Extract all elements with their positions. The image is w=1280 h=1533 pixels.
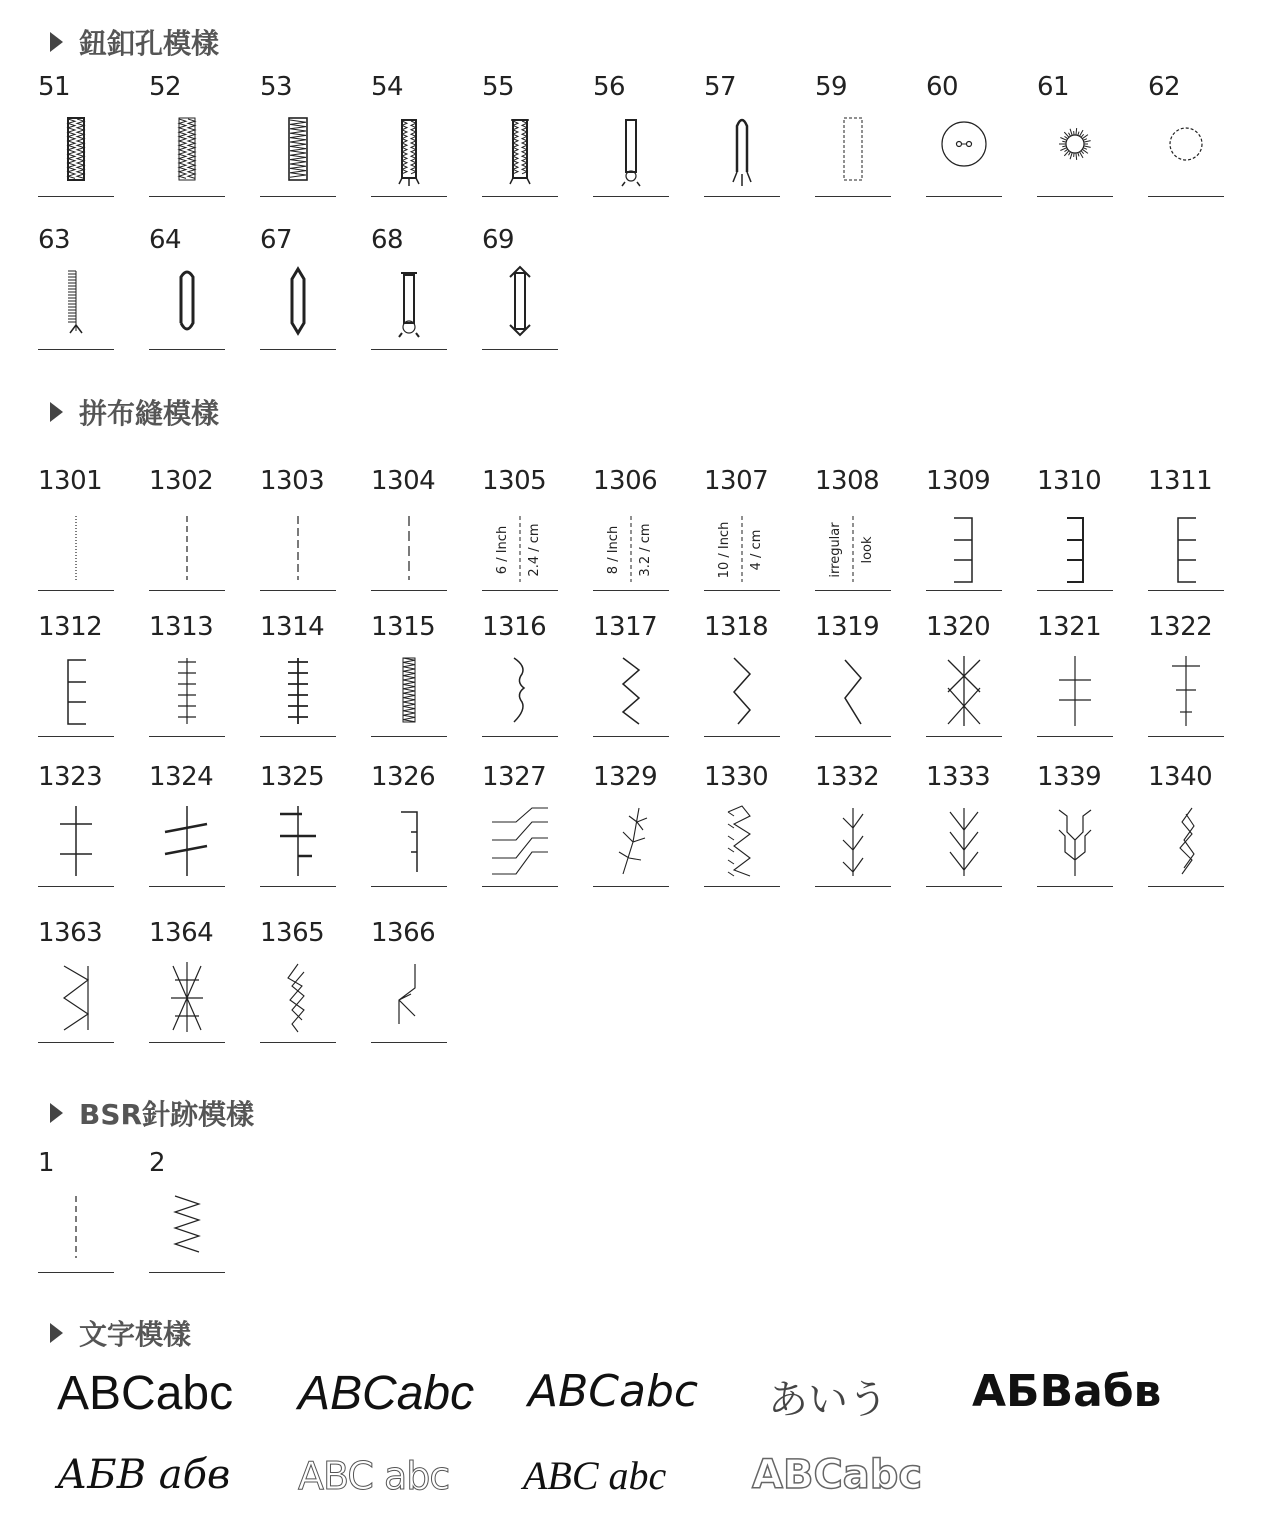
alphabet-outline-bold: ABCabc <box>752 1452 923 1498</box>
divider-rule <box>482 590 558 591</box>
pattern-number: 1302 <box>149 466 214 496</box>
stitch-icon <box>1037 802 1113 882</box>
stitch-icon <box>38 652 114 732</box>
pattern-number: 1311 <box>1148 466 1213 496</box>
divider-rule <box>371 590 447 591</box>
triangle-bullet-icon <box>50 32 63 52</box>
pattern-number: 60 <box>926 72 959 102</box>
divider-rule <box>260 736 336 737</box>
stitch-icon <box>704 510 780 590</box>
stitch-icon <box>704 112 780 190</box>
stitch-icon <box>593 510 669 590</box>
stitch-icon <box>260 510 336 590</box>
divider-rule <box>371 886 447 887</box>
triangle-bullet-icon <box>50 1103 63 1123</box>
pattern-number: 1325 <box>260 762 325 792</box>
pattern-number: 1 <box>38 1148 55 1178</box>
pattern-number: 57 <box>704 72 737 102</box>
pattern-number: 1333 <box>926 762 991 792</box>
pattern-number: 2 <box>149 1148 166 1178</box>
stitch-icon <box>38 112 114 190</box>
stitch-icon <box>815 510 891 590</box>
pattern-number: 1332 <box>815 762 880 792</box>
divider-rule <box>704 196 780 197</box>
pattern-number: 1327 <box>482 762 547 792</box>
pattern-number: 1305 <box>482 466 547 496</box>
divider-rule <box>482 886 558 887</box>
pattern-number: 63 <box>38 225 71 255</box>
pattern-number: 1364 <box>149 918 214 948</box>
pattern-number: 1315 <box>371 612 436 642</box>
divider-rule <box>38 1042 114 1043</box>
svg-text:8 / Inch: 8 / Inch <box>606 525 621 575</box>
stitch-icon <box>593 802 669 882</box>
pattern-number: 62 <box>1148 72 1181 102</box>
stitch-icon <box>38 802 114 882</box>
pattern-number: 59 <box>815 72 848 102</box>
alphabet-outline-thin: ABC abc <box>298 1454 450 1498</box>
divider-rule <box>371 1042 447 1043</box>
divider-rule <box>815 590 891 591</box>
stitch-icon <box>149 652 225 732</box>
divider-rule <box>815 886 891 887</box>
divider-rule <box>149 1042 225 1043</box>
divider-rule <box>815 196 891 197</box>
pattern-number: 67 <box>260 225 293 255</box>
pattern-number: 1340 <box>1148 762 1213 792</box>
stitch-icon <box>482 652 558 732</box>
section-title-buttonhole: 鈕釦孔模樣 <box>50 22 219 62</box>
divider-rule <box>1148 736 1224 737</box>
stitch-icon <box>149 112 225 190</box>
divider-rule <box>1037 736 1113 737</box>
pattern-number: 61 <box>1037 72 1070 102</box>
divider-rule <box>260 886 336 887</box>
divider-rule <box>593 590 669 591</box>
stitch-icon <box>38 265 114 343</box>
svg-text:4 / cm: 4 / cm <box>749 529 764 571</box>
stitch-icon <box>593 652 669 732</box>
stitch-icon <box>149 265 225 343</box>
triangle-bullet-icon <box>50 402 63 422</box>
pattern-number: 52 <box>149 72 182 102</box>
divider-rule <box>260 1042 336 1043</box>
divider-rule <box>149 1272 225 1273</box>
stitch-icon <box>38 958 114 1038</box>
stitch-icon <box>260 958 336 1038</box>
stitch-icon <box>815 112 891 190</box>
stitch-icon <box>260 802 336 882</box>
svg-text:6 / Inch: 6 / Inch <box>495 525 510 575</box>
pattern-number: 1324 <box>149 762 214 792</box>
stitch-icon <box>149 958 225 1038</box>
pattern-number: 1326 <box>371 762 436 792</box>
stitch-icon <box>482 112 558 190</box>
divider-rule <box>38 736 114 737</box>
divider-rule <box>704 886 780 887</box>
svg-text:look: look <box>860 536 875 564</box>
pattern-number: 56 <box>593 72 626 102</box>
divider-rule <box>260 196 336 197</box>
divider-rule <box>149 736 225 737</box>
divider-rule <box>926 736 1002 737</box>
pattern-number: 69 <box>482 225 515 255</box>
divider-rule <box>704 736 780 737</box>
divider-rule <box>815 736 891 737</box>
stitch-icon <box>149 802 225 882</box>
stitch-icon <box>149 1188 225 1268</box>
alphabet-rounded: ABCabc <box>528 1366 699 1417</box>
alphabet-hiragana: あいう <box>768 1377 888 1423</box>
divider-rule <box>593 196 669 197</box>
stitch-icon <box>371 112 447 190</box>
triangle-bullet-icon <box>50 1323 63 1343</box>
pattern-number: 1307 <box>704 466 769 496</box>
pattern-number: 1318 <box>704 612 769 642</box>
pattern-number: 1363 <box>38 918 103 948</box>
stitch-icon <box>704 802 780 882</box>
pattern-number: 1306 <box>593 466 658 496</box>
stitch-icon <box>482 265 558 343</box>
stitch-icon <box>1037 510 1113 590</box>
divider-rule <box>482 196 558 197</box>
divider-rule <box>704 590 780 591</box>
stitch-icon <box>482 510 558 590</box>
divider-rule <box>149 196 225 197</box>
alphabet-block: ABCabc <box>57 1367 234 1420</box>
stitch-icon <box>482 802 558 882</box>
pattern-number: 1303 <box>260 466 325 496</box>
alphabet-cyrillic-script: АБВ абв <box>57 1452 231 1498</box>
divider-rule <box>260 349 336 350</box>
stitch-icon <box>815 802 891 882</box>
divider-rule <box>38 196 114 197</box>
divider-rule <box>926 590 1002 591</box>
pattern-number: 1314 <box>260 612 325 642</box>
svg-text:2.4 / cm: 2.4 / cm <box>527 523 542 577</box>
divider-rule <box>371 196 447 197</box>
alphabet-script: ABC abc <box>523 1453 667 1498</box>
stitch-icon <box>926 510 1002 590</box>
divider-rule <box>38 590 114 591</box>
stitch-icon <box>38 510 114 590</box>
stitch-icon <box>1148 802 1224 882</box>
divider-rule <box>38 1272 114 1273</box>
pattern-number: 1304 <box>371 466 436 496</box>
divider-rule <box>371 736 447 737</box>
stitch-icon <box>1037 652 1113 732</box>
stitch-icon <box>149 510 225 590</box>
alphabet-cyrillic: АБВабв <box>972 1366 1162 1417</box>
pattern-number: 64 <box>149 225 182 255</box>
divider-rule <box>149 886 225 887</box>
stitch-icon <box>371 652 447 732</box>
divider-rule <box>1148 196 1224 197</box>
stitch-icon <box>593 112 669 190</box>
stitch-icon <box>704 652 780 732</box>
section-title-quilt: 拼布縫模樣 <box>50 392 219 432</box>
pattern-number: 1320 <box>926 612 991 642</box>
pattern-number: 1313 <box>149 612 214 642</box>
stitch-icon <box>1148 112 1224 190</box>
pattern-number: 1319 <box>815 612 880 642</box>
pattern-number: 1310 <box>1037 466 1102 496</box>
divider-rule <box>593 736 669 737</box>
stitch-icon <box>371 510 447 590</box>
pattern-number: 1329 <box>593 762 658 792</box>
pattern-number: 1339 <box>1037 762 1102 792</box>
stitch-icon <box>371 802 447 882</box>
stitch-icon <box>1037 112 1113 190</box>
stitch-icon <box>371 265 447 343</box>
divider-rule <box>926 886 1002 887</box>
stitch-icon <box>38 1188 114 1268</box>
section-title-bsr: BSR針跡模樣 <box>50 1093 254 1133</box>
divider-rule <box>1148 590 1224 591</box>
stitch-icon <box>1148 510 1224 590</box>
svg-text:irregular: irregular <box>828 522 843 578</box>
stitch-icon <box>815 652 891 732</box>
pattern-number: 54 <box>371 72 404 102</box>
divider-rule <box>1037 590 1113 591</box>
pattern-number: 1317 <box>593 612 658 642</box>
stitch-icon <box>926 652 1002 732</box>
pattern-number: 1308 <box>815 466 880 496</box>
pattern-number: 1322 <box>1148 612 1213 642</box>
pattern-number: 55 <box>482 72 515 102</box>
divider-rule <box>149 590 225 591</box>
divider-rule <box>371 349 447 350</box>
stitch-icon <box>371 958 447 1038</box>
svg-text:3.2 / cm: 3.2 / cm <box>638 523 653 577</box>
stitch-icon <box>926 802 1002 882</box>
alphabet-italic: ABCabc <box>298 1367 475 1420</box>
divider-rule <box>38 886 114 887</box>
stitch-icon <box>926 112 1002 190</box>
pattern-number: 1312 <box>38 612 103 642</box>
divider-rule <box>926 196 1002 197</box>
stitch-icon <box>1148 652 1224 732</box>
pattern-number: 1366 <box>371 918 436 948</box>
divider-rule <box>482 349 558 350</box>
pattern-number: 68 <box>371 225 404 255</box>
svg-text:10 / Inch: 10 / Inch <box>717 521 732 579</box>
pattern-number: 1330 <box>704 762 769 792</box>
pattern-number: 1321 <box>1037 612 1102 642</box>
pattern-number: 53 <box>260 72 293 102</box>
pattern-number: 1365 <box>260 918 325 948</box>
divider-rule <box>1037 196 1113 197</box>
pattern-number: 1323 <box>38 762 103 792</box>
divider-rule <box>149 349 225 350</box>
divider-rule <box>38 349 114 350</box>
divider-rule <box>482 736 558 737</box>
stitch-icon <box>260 265 336 343</box>
divider-rule <box>1148 886 1224 887</box>
pattern-number: 1301 <box>38 466 103 496</box>
pattern-number: 51 <box>38 72 71 102</box>
stitch-icon <box>260 112 336 190</box>
divider-rule <box>1037 886 1113 887</box>
stitch-icon <box>260 652 336 732</box>
pattern-number: 1316 <box>482 612 547 642</box>
divider-rule <box>260 590 336 591</box>
pattern-number: 1309 <box>926 466 991 496</box>
divider-rule <box>593 886 669 887</box>
section-title-alphabet: 文字模樣 <box>50 1313 191 1353</box>
